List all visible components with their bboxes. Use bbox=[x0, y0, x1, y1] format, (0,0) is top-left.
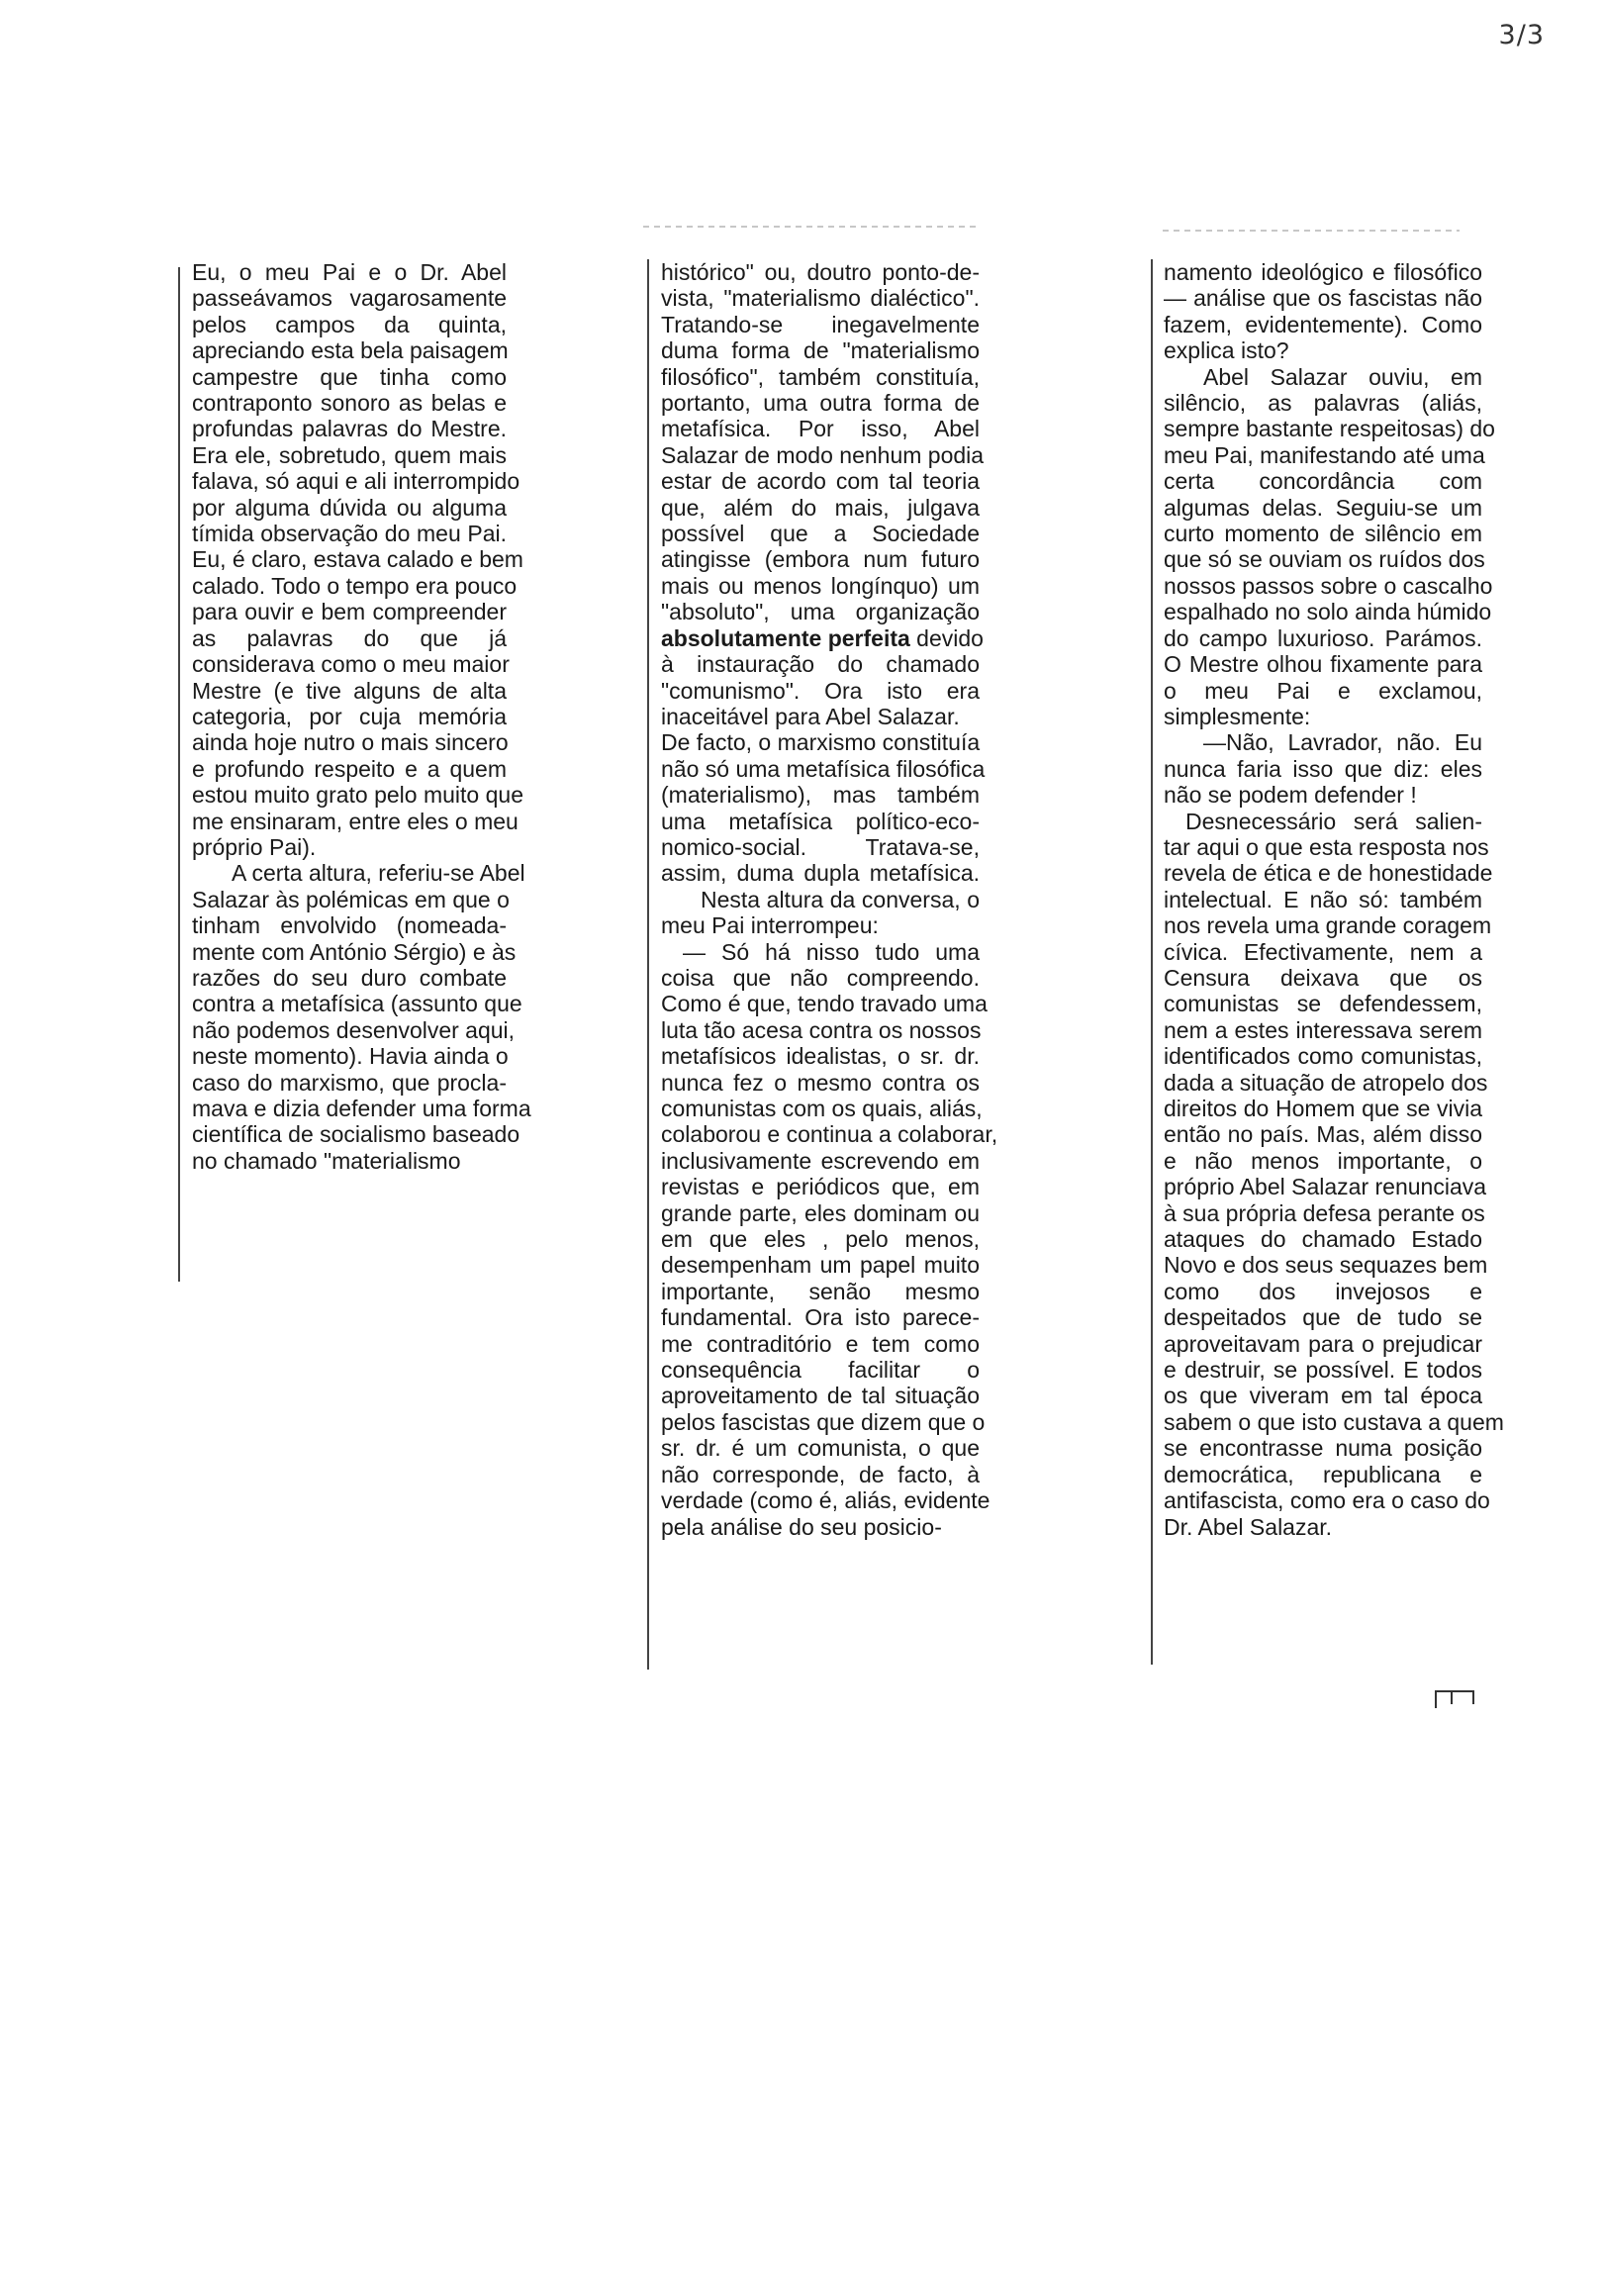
article-line: aproveitavam para o prejudicar bbox=[1164, 1330, 1482, 1357]
article-line: pelos fascistas que dizem que o bbox=[661, 1408, 986, 1435]
article-column-2 bbox=[661, 259, 998, 1540]
article-line: científica de socialismo baseado bbox=[192, 1121, 520, 1148]
article-line: filosófico", também constituía, bbox=[661, 363, 980, 390]
article-line: Eu, é claro, estava calado e bem bbox=[192, 546, 523, 573]
article-line: profundas palavras do Mestre. bbox=[192, 416, 507, 442]
article-line: Tratando-se inegavelmente bbox=[661, 311, 980, 337]
article-line: namento ideológico e filosófico bbox=[1164, 259, 1482, 285]
article-line: para ouvir e bem compreender bbox=[192, 599, 507, 625]
article-line: verdade (como é, aliás, evidente bbox=[661, 1487, 991, 1514]
article-line: nunca faria isso que diz: eles bbox=[1164, 755, 1482, 782]
article-line: pela análise do seu posicio- bbox=[661, 1513, 942, 1540]
scan-artifact bbox=[1163, 230, 1460, 232]
article-line: nos revela uma grande coragem bbox=[1164, 912, 1492, 939]
article-line: histórico" ou, doutro ponto-de- bbox=[661, 259, 980, 285]
article-line: nomico-social. Tratava-se, bbox=[661, 833, 980, 860]
article-line: me contraditório e tem como bbox=[661, 1330, 980, 1357]
article-line: contraponto sonoro as belas e bbox=[192, 390, 507, 417]
article-line: próprio Abel Salazar renunciava bbox=[1164, 1174, 1487, 1200]
article-line: curto momento de silêncio em bbox=[1164, 521, 1482, 547]
article-line: me ensinaram, entre eles o meu bbox=[192, 808, 519, 834]
article-line: tar aqui o que esta resposta nos bbox=[1164, 833, 1489, 860]
article-line: caso do marxismo, que procla- bbox=[192, 1069, 507, 1096]
article-line: espalhado no solo ainda húmido bbox=[1164, 599, 1492, 625]
article-line: Eu, o meu Pai e o Dr. Abel bbox=[192, 259, 507, 285]
article-line: algumas delas. Seguiu-se um bbox=[1164, 494, 1482, 521]
article-line: Novo e dos seus sequazes bem bbox=[1164, 1252, 1488, 1279]
article-line: atingisse (embora num futuro bbox=[661, 546, 980, 573]
article-line: aproveitamento de tal situação bbox=[661, 1383, 980, 1409]
article-line: então no país. Mas, além disso bbox=[1164, 1121, 1482, 1148]
article-line: Salazar às polémicas em que o bbox=[192, 886, 510, 912]
article-line: do campo luxurioso. Parámos. bbox=[1164, 624, 1482, 651]
article-line: em que eles , pelo menos, bbox=[661, 1226, 980, 1253]
article-line: inaceitável para Abel Salazar. bbox=[661, 703, 960, 729]
article-line: falava, só aqui e ali interrompido bbox=[192, 468, 520, 495]
article-line: ataques do chamado Estado bbox=[1164, 1226, 1482, 1253]
article-line: nunca fez o mesmo contra os bbox=[661, 1069, 980, 1096]
article-line: mava e dizia defender uma forma bbox=[192, 1096, 531, 1121]
article-line: Salazar de modo nenhum podia bbox=[661, 441, 985, 468]
article-line: apreciando esta bela paisagem bbox=[192, 337, 509, 364]
article-line: De facto, o marxismo constituía bbox=[661, 729, 981, 756]
article-line: contra a metafísica (assunto que bbox=[192, 991, 522, 1017]
article-line: despeitados que de tudo se bbox=[1164, 1304, 1482, 1331]
article-line: próprio Pai). bbox=[192, 833, 317, 860]
article-line: comunistas se defendessem, bbox=[1164, 991, 1482, 1017]
article-line: estou muito grato pelo muito que bbox=[192, 782, 523, 809]
article-line: grande parte, eles dominam ou bbox=[661, 1199, 980, 1226]
article-line: o meu Pai e exclamou, bbox=[1164, 677, 1482, 704]
article-line: tinham envolvido (nomeada- bbox=[192, 912, 507, 939]
article-line: não corresponde, de facto, à bbox=[661, 1461, 980, 1487]
article-line: comunistas com os quais, aliás, bbox=[661, 1096, 983, 1121]
article-line: fazem, evidentemente). Como bbox=[1164, 311, 1482, 337]
article-line: Como é que, tendo travado uma bbox=[661, 991, 988, 1017]
article-line: democrática, republicana e bbox=[1164, 1461, 1482, 1487]
article-line: absolutamente perfeita devido bbox=[661, 624, 984, 651]
article-line: tímida observação do meu Pai. bbox=[192, 521, 507, 547]
article-line: A certa altura, referiu-se Abel bbox=[232, 860, 525, 887]
article-line: certa concordância com bbox=[1164, 468, 1482, 495]
article-line: nem a estes interessava serem bbox=[1164, 1016, 1482, 1043]
article-line: as palavras do que já bbox=[192, 624, 507, 651]
article-line: não se podem defender ! bbox=[1164, 782, 1417, 809]
article-line: neste momento). Havia ainda o bbox=[192, 1043, 509, 1070]
article-line: meu Pai, manifestando até uma bbox=[1164, 441, 1485, 468]
article-line: possível que a Sociedade bbox=[661, 521, 980, 547]
article-line: O Mestre olhou fixamente para bbox=[1164, 651, 1482, 678]
column-rule-middle bbox=[647, 259, 649, 1670]
article-line: no chamado "materialismo bbox=[192, 1147, 461, 1174]
article-line: Abel Salazar ouviu, em bbox=[1203, 363, 1482, 390]
article-line: dada a situação de atropelo dos bbox=[1164, 1069, 1488, 1096]
article-line: metafísicos idealistas, o sr. dr. bbox=[661, 1043, 980, 1070]
column-rule-left bbox=[178, 267, 180, 1282]
article-line: — Só há nisso tudo uma bbox=[683, 938, 980, 965]
article-line: não só uma metafísica filosófica bbox=[661, 755, 986, 782]
article-line: que só se ouviam os ruídos dos bbox=[1164, 546, 1485, 573]
article-line: metafísica. Por isso, Abel bbox=[661, 416, 980, 442]
article-line: passeávamos vagarosamente bbox=[192, 285, 507, 312]
article-line: e não menos importante, o bbox=[1164, 1147, 1482, 1174]
article-line: sr. dr. é um comunista, o que bbox=[661, 1435, 980, 1462]
article-line: inclusivamente escrevendo em bbox=[661, 1147, 980, 1174]
article-line: mais ou menos longínquo) um bbox=[661, 572, 980, 599]
article-line: e destruir, se possível. E todos bbox=[1164, 1357, 1482, 1384]
article-line: sempre bastante respeitosas) do bbox=[1164, 416, 1495, 442]
article-line: portanto, uma outra forma de bbox=[661, 390, 980, 417]
article-line: estar de acordo com tal teoria bbox=[661, 468, 980, 495]
article-line: antifascista, como era o caso do bbox=[1164, 1487, 1490, 1514]
article-column-1 bbox=[192, 259, 531, 1174]
article-line: direitos do Homem que se vivia bbox=[1164, 1096, 1482, 1121]
article-line: —Não, Lavrador, não. Eu bbox=[1203, 729, 1482, 756]
article-line: Desnecessário será salien- bbox=[1185, 808, 1482, 834]
article-line: simplesmente: bbox=[1164, 703, 1311, 729]
article-line: "absoluto", uma organização bbox=[661, 599, 980, 625]
article-line: considerava como o meu maior bbox=[192, 651, 510, 678]
article-line: desempenham um papel muito bbox=[661, 1252, 980, 1279]
article-line: (materialismo), mas também bbox=[661, 782, 980, 809]
article-line: não podemos desenvolver aqui, bbox=[192, 1016, 516, 1043]
article-line: vista, "materialismo dialéctico". bbox=[661, 285, 980, 312]
article-line: calado. Todo o tempo era pouco bbox=[192, 572, 518, 599]
article-line: campestre que tinha como bbox=[192, 363, 507, 390]
article-line: luta tão acesa contra os nossos bbox=[661, 1016, 982, 1043]
article-line: sabem o que isto custava a quem bbox=[1164, 1408, 1504, 1435]
article-line: mente com António Sérgio) e às bbox=[192, 938, 517, 965]
article-line: revela de ética e de honestidade bbox=[1164, 860, 1493, 887]
article-line: identificados como comunistas, bbox=[1164, 1043, 1482, 1070]
article-line: silêncio, as palavras (aliás, bbox=[1164, 390, 1482, 417]
article-line: ainda hoje nutro o mais sincero bbox=[192, 729, 509, 756]
article-line: consequência facilitar o bbox=[661, 1357, 980, 1384]
article-line: intelectual. E não só: também bbox=[1164, 886, 1482, 912]
article-line: os que viveram em tal época bbox=[1164, 1383, 1482, 1409]
page-number: 3/3 bbox=[1498, 20, 1545, 50]
bold-emphasis: absolutamente perfeita bbox=[661, 624, 910, 651]
scan-artifact bbox=[643, 226, 980, 228]
article-line: pelos campos da quinta, bbox=[192, 311, 507, 337]
article-line: fundamental. Ora isto parece- bbox=[661, 1304, 980, 1331]
article-line: Nesta altura da conversa, o bbox=[701, 886, 980, 912]
end-of-article-mark bbox=[1435, 1690, 1474, 1708]
article-line: Mestre (e tive alguns de alta bbox=[192, 677, 507, 704]
article-line: "comunismo". Ora isto era bbox=[661, 677, 980, 704]
article-line: por alguma dúvida ou alguma bbox=[192, 494, 507, 521]
article-line: que, além do mais, julgava bbox=[661, 494, 980, 521]
article-line: Dr. Abel Salazar. bbox=[1164, 1513, 1333, 1540]
article-line: como dos invejosos e bbox=[1164, 1278, 1482, 1304]
article-line: assim, duma dupla metafísica. bbox=[661, 860, 980, 887]
article-line: categoria, por cuja memória bbox=[192, 703, 507, 729]
article-line: revistas e periódicos que, em bbox=[661, 1174, 980, 1200]
column-rule-right bbox=[1151, 259, 1153, 1665]
article-line: importante, senão mesmo bbox=[661, 1278, 980, 1304]
article-line: explica isto? bbox=[1164, 337, 1289, 364]
article-line: à sua própria defesa perante os bbox=[1164, 1199, 1485, 1226]
article-line: se encontrasse numa posição bbox=[1164, 1435, 1482, 1462]
article-line: colaborou e continua a colaborar, bbox=[661, 1121, 998, 1148]
article-line: duma forma de "materialismo bbox=[661, 337, 980, 364]
article-line: uma metafísica político-eco- bbox=[661, 808, 980, 834]
article-line: à instauração do chamado bbox=[661, 651, 980, 678]
article-column-3 bbox=[1164, 259, 1504, 1540]
article-line: razões do seu duro combate bbox=[192, 964, 507, 991]
article-line: coisa que não compreendo. bbox=[661, 964, 980, 991]
article-line: cívica. Efectivamente, nem a bbox=[1164, 938, 1482, 965]
article-line: — análise que os fascistas não bbox=[1164, 285, 1482, 312]
article-line: meu Pai interrompeu: bbox=[661, 912, 879, 939]
article-line: Censura deixava que os bbox=[1164, 964, 1482, 991]
article-line: nossos passos sobre o cascalho bbox=[1164, 572, 1493, 599]
article-line: e profundo respeito e a quem bbox=[192, 755, 507, 782]
article-line: Era ele, sobretudo, quem mais bbox=[192, 441, 507, 468]
